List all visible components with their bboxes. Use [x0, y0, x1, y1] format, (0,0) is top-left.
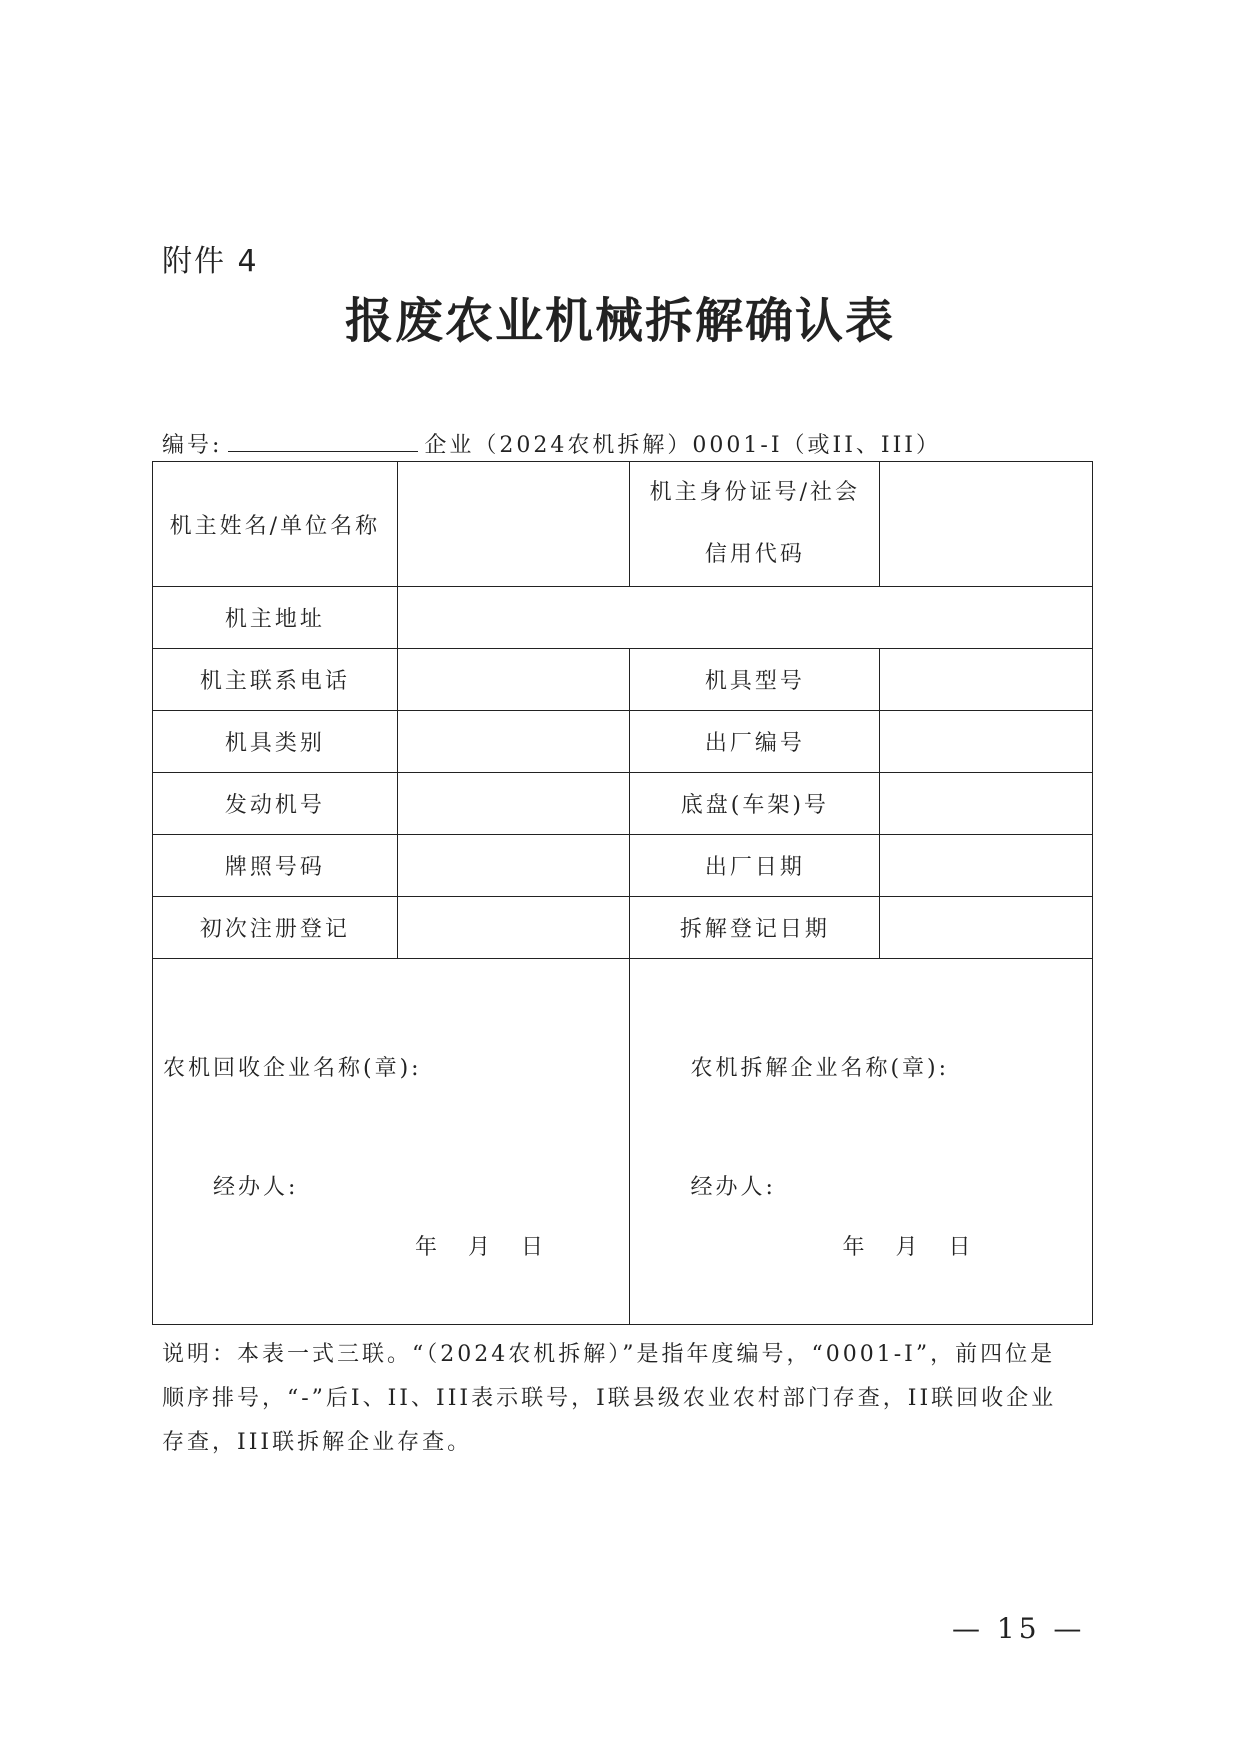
owner-name-field[interactable] [397, 462, 630, 587]
confirmation-form-table [152, 461, 1093, 1325]
owner-id-label [630, 462, 880, 587]
dismantle-company-signature-cell[interactable] [630, 959, 1093, 1325]
recycle-company-signature-cell[interactable] [153, 959, 630, 1325]
plate-no-field[interactable] [397, 835, 630, 897]
owner-phone-field[interactable] [397, 649, 630, 711]
first-registration-label: 初次注册登记 [153, 897, 398, 959]
serial-number-line [162, 428, 941, 459]
owner-name-label: 机主姓名/单位名称 [153, 462, 398, 587]
attachment-label: 附件 4 [162, 244, 259, 279]
dismantle-registration-date-label: 拆解登记日期 [630, 897, 880, 959]
model-label: 机具型号 [630, 649, 880, 711]
dismantle-company-label: 农机拆解企业名称(章): [690, 1056, 950, 1081]
owner-id-label-line2: 信用代码 [704, 542, 805, 567]
note-line-1: 说明：本表一式三联。“（2024农机拆解）”是指年度编号，“0001-I”，前四位是 [162, 1342, 1056, 1367]
dismantle-handler-label: 经办人: [690, 1175, 776, 1200]
note-line-2: 顺序排号，“-”后I、II、III表示联号，I联县级农业农村部门存查，II联回收企业 [162, 1386, 1057, 1411]
model-field[interactable] [880, 649, 1093, 711]
first-registration-field[interactable] [397, 897, 630, 959]
recycle-date-label: 年 月 日 [415, 1235, 546, 1260]
chassis-no-label: 底盘(车架)号 [630, 773, 880, 835]
note-line-3: 存查，III联拆解企业存查。 [162, 1430, 473, 1455]
owner-id-field[interactable] [880, 462, 1093, 587]
dismantle-registration-date-field[interactable] [880, 897, 1093, 959]
category-field[interactable] [397, 711, 630, 773]
serial-suffix: 企业（2024农机拆解）0001-I（或II、III） [424, 433, 941, 458]
serial-blank-field[interactable] [228, 431, 418, 452]
category-label: 机具类别 [153, 711, 398, 773]
serial-no-field[interactable] [880, 711, 1093, 773]
owner-id-label-line1: 机主身份证号/社会 [649, 480, 861, 505]
owner-address-label: 机主地址 [153, 587, 398, 649]
chassis-no-field[interactable] [880, 773, 1093, 835]
recycle-handler-label: 经办人: [213, 1175, 299, 1200]
explanation-note [162, 1333, 1092, 1465]
factory-date-label: 出厂日期 [630, 835, 880, 897]
plate-no-label: 牌照号码 [153, 835, 398, 897]
owner-address-field[interactable] [397, 587, 1092, 649]
engine-no-field[interactable] [397, 773, 630, 835]
serial-no-label: 出厂编号 [630, 711, 880, 773]
page-title: 报废农业机械拆解确认表 [344, 293, 895, 349]
dismantle-date-label: 年 月 日 [842, 1235, 974, 1260]
owner-phone-label: 机主联系电话 [153, 649, 398, 711]
serial-label: 编号: [162, 433, 223, 458]
factory-date-field[interactable] [880, 835, 1093, 897]
page-number: — 15 — [952, 1612, 1086, 1645]
engine-no-label: 发动机号 [153, 773, 398, 835]
recycle-company-label: 农机回收企业名称(章): [163, 1056, 422, 1081]
